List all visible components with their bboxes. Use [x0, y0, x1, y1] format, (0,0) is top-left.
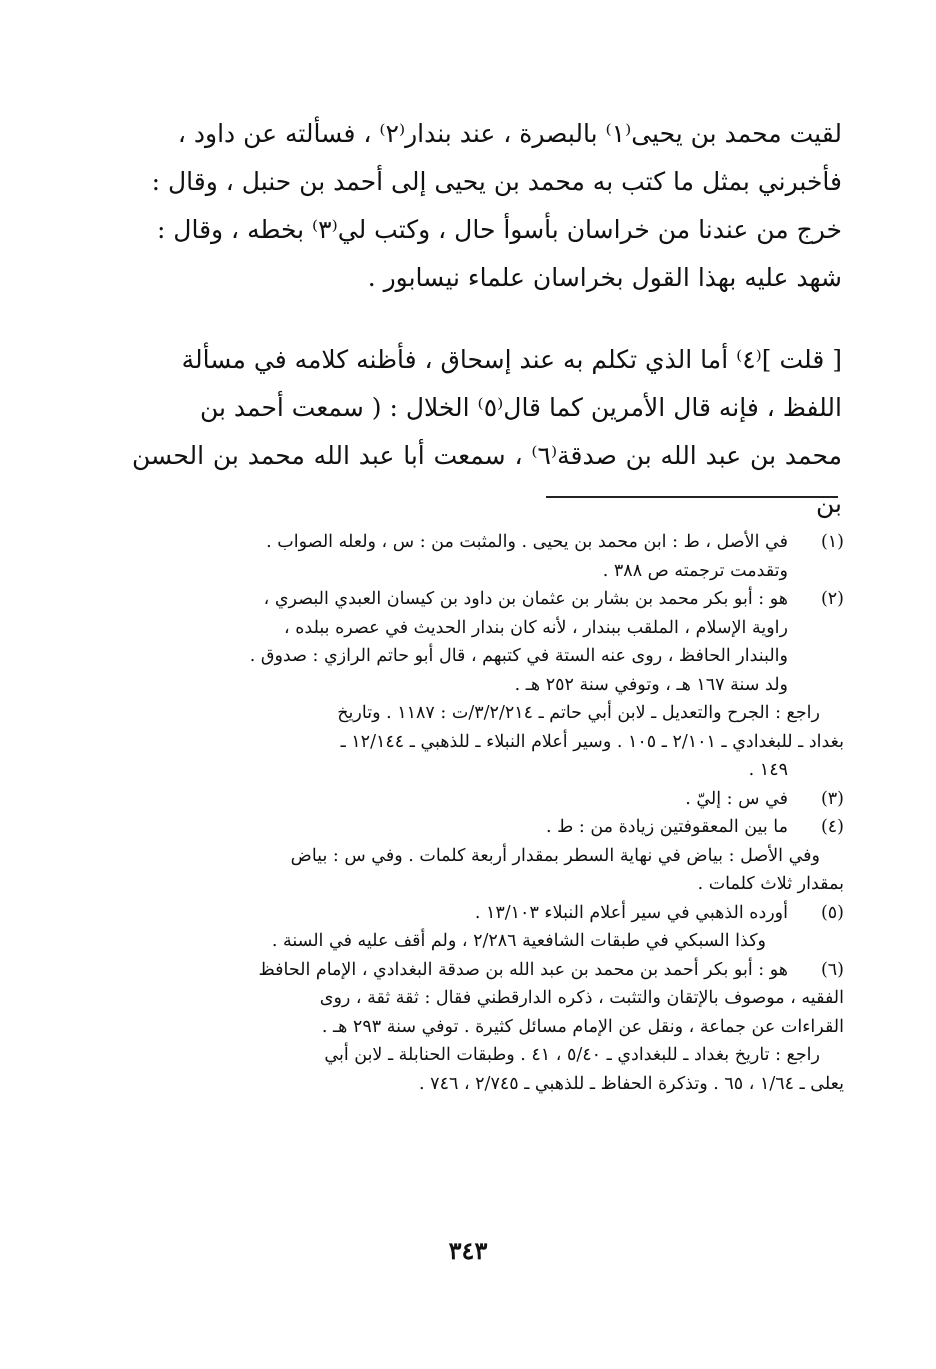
text-line: محمد بن عبد الله بن صدقة⁽٦⁾ ، سمعت أبا عبد الله محمد بن الحسن بن	[132, 441, 842, 518]
text-line: فأخبرني بمثل ما كتب به محمد بن يحيى إلى أحمد بن حنبل ، وقال :	[151, 167, 842, 196]
text-line: اللفظ ، فإنه قال الأمرين كما قال⁽٥⁾ الخلال : ( سمعت أحمد بن	[199, 393, 842, 422]
footnote-1	[132, 528, 844, 585]
footnote-4	[132, 813, 844, 899]
footnote-reference-line: ١٤٩ .	[748, 760, 788, 780]
footnote-number: (٢)	[820, 589, 844, 609]
footnote-number: (٥)	[820, 902, 844, 923]
footnote-line: راوية الإسلام ، الملقب ببندار ، لأنه كان بندار الحديث في عصره ببلده ،	[284, 617, 788, 638]
text-line: لقيت محمد بن يحيى⁽١⁾ بالبصرة ، عند بندار⁽٢⁾ ، فسألته عن داود ،	[177, 119, 842, 148]
footnote-extra-line: وكذا السبكي في طبقات الشافعية ٢/٢٨٦ ، ولم أقف عليه في السنة .	[271, 931, 766, 951]
footnote-line: في الأصل ، ط : ابن محمد بن يحيى . والمثبت من : س ، ولعله الصواب .	[266, 532, 788, 552]
footnote-separator	[546, 496, 838, 498]
text-line: [ قلت ]⁽٤⁾ أما الذي تكلم به عند إسحاق ، فأظنه كلامه في مسألة	[181, 345, 842, 374]
footnote-reference-line: راجع : الجرح والتعديل ـ لابن أبي حاتم ـ ٣/٢/٢١٤/ت : ١١٨٧ . وتاريخ	[337, 703, 820, 723]
footnote-line: وتقدمت ترجمته ص ٣٨٨ .	[602, 560, 788, 581]
footnote-6	[132, 956, 844, 1099]
footnote-line: ولد سنة ١٦٧ هـ ، وتوفي سنة ٢٥٢ هـ .	[514, 674, 788, 695]
footnote-line: ما بين المعقوفتين زيادة من : ط .	[546, 817, 788, 837]
footnote-extra-line: وفي الأصل : بياض في نهاية السطر بمقدار أربعة كلمات . وفي س : بياض	[290, 845, 820, 866]
footnote-number: (٦)	[820, 959, 844, 980]
footnote-line: والبندار الحافظ ، روى عنه الستة في كتبهم ، قال أبو حاتم الرازي : صدوق .	[249, 646, 788, 666]
footnote-line: هو : أبو بكر أحمد بن محمد بن عبد الله بن صدقة البغدادي ، الإمام الحافظ	[258, 959, 788, 980]
text-line: شهد عليه بهذا القول بخراسان علماء نيسابور .	[367, 263, 842, 292]
footnote-reference-line: راجع : تاريخ بغداد ـ للبغدادي ـ ٥/٤٠ ، ٤١ . وطبقات الحنابلة ـ لابن أبي	[324, 1045, 820, 1065]
footnote-line: أورده الذهبي في سير أعلام النبلاء ١٣/١٠٣ .	[474, 902, 788, 923]
footnote-line: القراءات عن جماعة ، ونقل عن الإمام مسائل كثيرة . توفي سنة ٢٩٣ هـ .	[321, 1016, 844, 1037]
footnote-reference-line: بغداد ـ للبغدادي ـ ٢/١٠١ ـ ١٠٥ . وسير أعلام النبلاء ـ للذهبي ـ ١٢/١٤٤ ـ	[340, 731, 844, 752]
footnote-number: (٣)	[820, 788, 844, 809]
footnote-line: هو : أبو بكر محمد بن بشار بن عثمان بن داود بن كيسان العبدي البصري ،	[263, 589, 788, 609]
footnote-3	[132, 785, 844, 814]
text-line: خرج من عندنا من خراسان بأسوأ حال ، وكتب لي⁽٣⁾ بخطه ، وقال :	[156, 215, 842, 244]
footnote-line: في س : إليّ .	[685, 788, 788, 809]
footnote-line: الفقيه ، موصوف بالإتقان والتثبت ، ذكره الدارقطني فقال : ثقة ثقة ، روى	[319, 988, 844, 1008]
footnote-2	[132, 585, 844, 785]
footnote-number: (٤)	[820, 817, 844, 837]
footnote-5	[132, 899, 844, 956]
footnote-reference-line: يعلى ـ ١/٦٤ ، ٦٥ . وتذكرة الحفاظ ـ للذهبي ـ ٢/٧٤٥ ، ٧٤٦ .	[419, 1073, 844, 1094]
main-paragraph-2	[132, 336, 842, 528]
footnote-number: (١)	[820, 532, 844, 552]
footnotes-section	[132, 528, 844, 1098]
main-paragraph-1	[132, 110, 842, 302]
footnote-extra-line: بمقدار ثلاث كلمات .	[697, 874, 844, 894]
page-number: ٣٤٣	[448, 1236, 488, 1265]
